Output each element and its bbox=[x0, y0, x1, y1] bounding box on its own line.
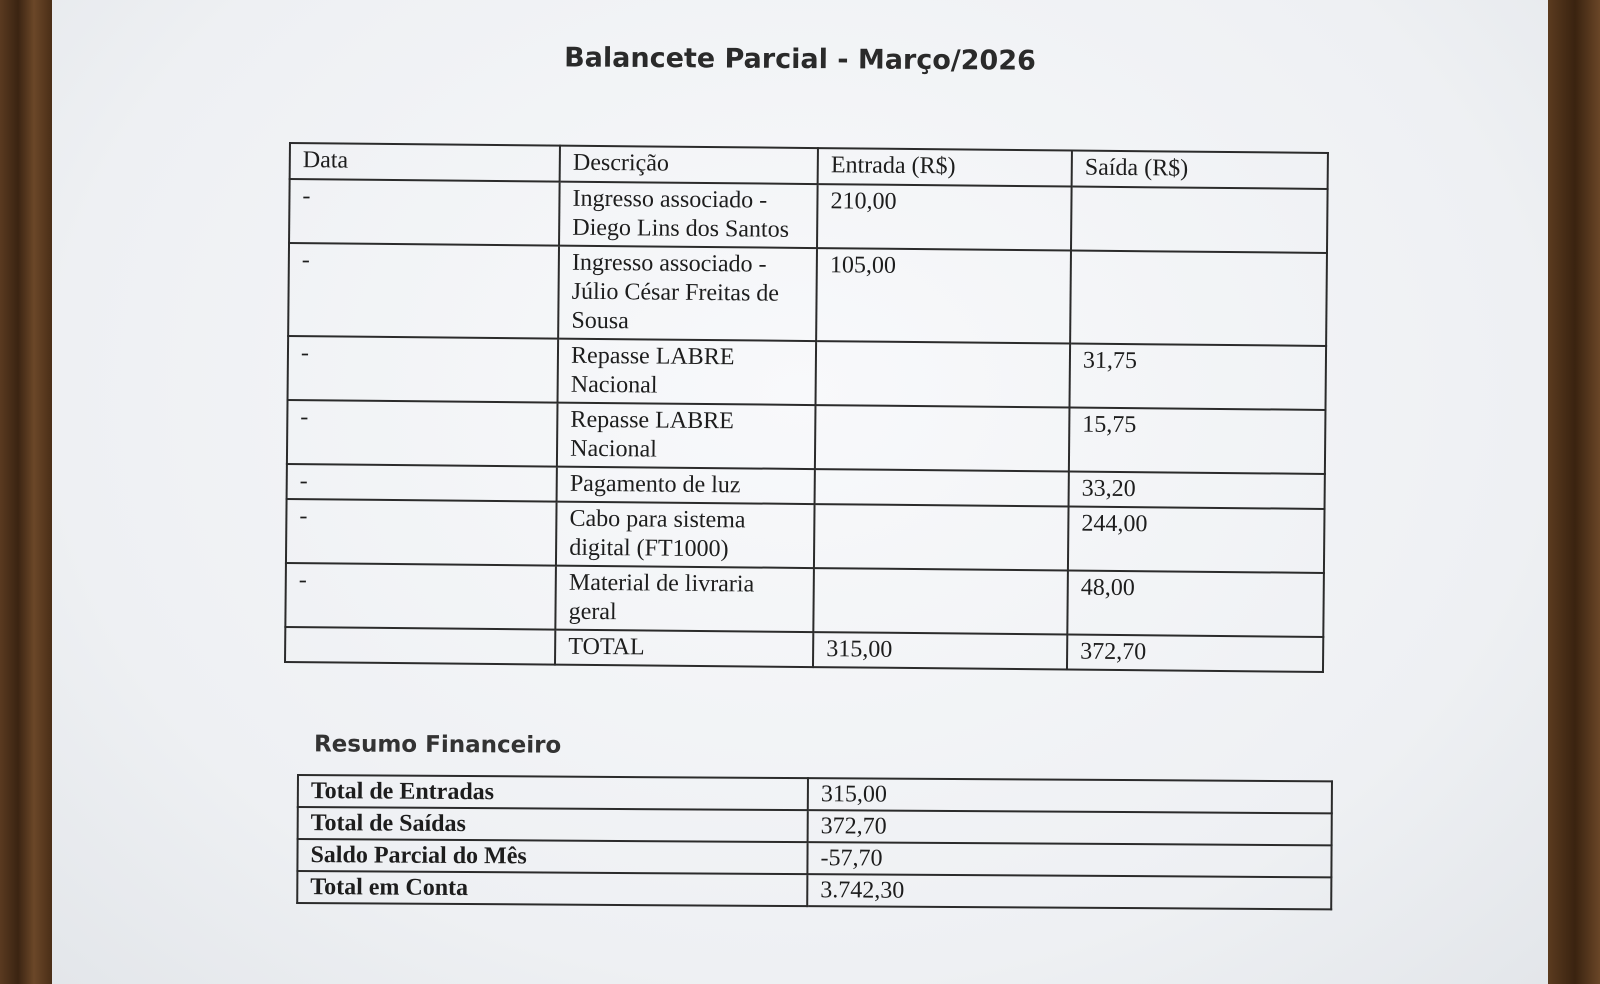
cell-description: Ingresso associado - Diego Lins dos Santos bbox=[559, 182, 818, 248]
table-row bbox=[287, 400, 1326, 474]
summary-label: Total de Saídas bbox=[298, 807, 808, 842]
cell-date: - bbox=[286, 499, 557, 566]
summary-table bbox=[296, 774, 1333, 910]
cell-description: Pagamento de luz bbox=[557, 467, 815, 504]
cell-description: Ingresso associado - Júlio César Freitas de Sousa bbox=[558, 246, 817, 341]
header-data: Data bbox=[290, 143, 560, 182]
cell-date: - bbox=[285, 563, 556, 630]
cell-saida: 48,00 bbox=[1067, 570, 1324, 636]
cell-entrada bbox=[814, 504, 1069, 570]
table-row bbox=[288, 336, 1327, 410]
cell-saida: 244,00 bbox=[1068, 507, 1325, 573]
cell-saida bbox=[1071, 187, 1328, 253]
total-label: TOTAL bbox=[555, 630, 813, 667]
cell-entrada bbox=[813, 568, 1068, 634]
summary-label: Saldo Parcial do Mês bbox=[297, 839, 807, 874]
cell-saida bbox=[1070, 251, 1327, 346]
cell-date: - bbox=[288, 243, 559, 339]
cell-description: Repasse LABRE Nacional bbox=[558, 339, 817, 405]
cell-entrada bbox=[816, 341, 1071, 407]
summary-label: Total de Entradas bbox=[298, 775, 808, 810]
cell-description: Material de livraria geral bbox=[555, 566, 814, 632]
cell-date: - bbox=[287, 464, 557, 502]
summary-row bbox=[297, 871, 1331, 909]
cell-entrada bbox=[815, 469, 1069, 506]
header-descricao: Descrição bbox=[560, 146, 818, 184]
cell-date: - bbox=[288, 336, 559, 403]
table-row bbox=[285, 563, 1324, 637]
summary-label: Total em Conta bbox=[297, 871, 807, 906]
summary-value: 372,70 bbox=[808, 810, 1332, 845]
header-entrada: Entrada (R$) bbox=[818, 148, 1072, 186]
total-saida: 372,70 bbox=[1067, 634, 1323, 671]
ledger-table bbox=[284, 142, 1329, 673]
summary-value: 315,00 bbox=[808, 778, 1332, 813]
cell-saida: 33,20 bbox=[1069, 472, 1325, 509]
cell-description: Repasse LABRE Nacional bbox=[557, 403, 816, 469]
summary-title: Resumo Financeiro bbox=[313, 731, 562, 759]
cell-date: - bbox=[289, 179, 560, 246]
document-title: Balancete Parcial - Março/2026 bbox=[564, 42, 1036, 77]
cell-entrada bbox=[815, 405, 1070, 471]
header-saida: Saída (R$) bbox=[1072, 151, 1328, 189]
cell-saida: 15,75 bbox=[1069, 408, 1326, 474]
table-row bbox=[288, 243, 1327, 346]
cell-saida: 31,75 bbox=[1070, 344, 1327, 410]
summary-value: 3.742,30 bbox=[807, 874, 1331, 909]
table-row bbox=[286, 499, 1325, 573]
cell-entrada: 105,00 bbox=[816, 248, 1071, 343]
cell-date: - bbox=[287, 400, 558, 467]
total-entrada: 315,00 bbox=[813, 632, 1067, 669]
cell-description: Cabo para sistema digital (FT1000) bbox=[556, 502, 815, 568]
summary-value: -57,70 bbox=[807, 842, 1331, 877]
cell-entrada: 210,00 bbox=[817, 184, 1072, 250]
cell-date bbox=[285, 627, 555, 665]
table-row bbox=[289, 179, 1328, 253]
